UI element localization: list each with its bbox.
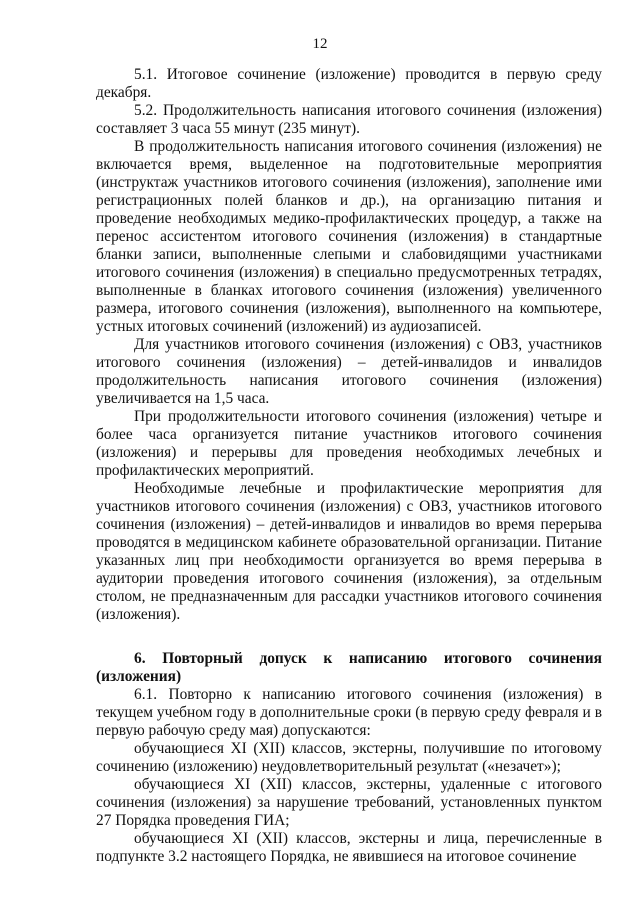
- list-item-unsatisfactory-result: обучающиеся XI (XII) классов, экстерны, получившие по итоговому сочинению (изложению) неудовлетворительный результат («незачет»);: [96, 740, 602, 775]
- page-number: 12: [312, 36, 328, 52]
- section-6-heading: 6. Повторный допуск к написанию итогового сочинения (изложения): [96, 650, 602, 685]
- list-item-absent-participants: обучающиеся XI (XII) классов, экстерны и лица, перечисленные в подпункте 3.2 настоящего Порядка, не явившиеся на итоговое сочинение: [96, 830, 602, 865]
- paragraph-6-1: 6.1. Повторно к написанию итогового сочинения (изложения) в текущем учебном году в дополнительные сроки (в первую среду февраля и в первую рабочую среду мая) допускаются:: [96, 686, 602, 739]
- document-body: [96, 66, 602, 866]
- paragraph-medical-measures: Необходимые лечебные и профилактические мероприятия для участников итогового сочинения (изложения) с ОВЗ, участников итогового сочинения (изложения) – детей-инвалидов и инвалидов во время перерыва проводятся в медицинском кабинете образовательной организации. Питание указанных лиц при необходимости организуется во время перерыва в аудитории проведения итогового сочинения (изложения), за отдельным столом, не предназначенным для рассадки участников итогового сочинения (изложения).: [96, 480, 602, 623]
- paragraph-5-2: 5.2. Продолжительность написания итогового сочинения (изложения) составляет 3 часа 55 минут (235 минут).: [96, 102, 602, 137]
- paragraph-duration-exclusions: В продолжительность написания итогового сочинения (изложения) не включается время, выделенное на подготовительные мероприятия (инструктаж участников итогового сочинения (изложения), заполнение ими регистрационных полей бланков и др.), на организацию питания и проведение необходимых медико-профилактических процедур, а также на перенос ассистентом итогового сочинения (изложения) в стандартные бланки записи, выполненные слепыми и слабовидящими участниками итогового сочинения (изложения) в специально предусмотренных тетрадях, выполненные в бланках итогового сочинения (изложения) увеличенного размера, итогового сочинения (изложения), выполненного на компьютере, устных итоговых сочинений (изложений) из аудиозаписей.: [96, 138, 602, 335]
- list-item-removed-participants: обучающиеся XI (XII) классов, экстерны, удаленные с итогового сочинения (изложения) за нарушение требований, установленных пунктом 27 Порядка проведения ГИА;: [96, 776, 602, 829]
- paragraph-duration-extension: Для участников итогового сочинения (изложения) с ОВЗ, участников итогового сочинения (изложения) – детей-инвалидов и инвалидов продолжительность написания итогового сочинения (изложения) увеличивается на 1,5 часа.: [96, 336, 602, 407]
- paragraph-5-1: 5.1. Итоговое сочинение (изложение) проводится в первую среду декабря.: [96, 66, 602, 101]
- paragraph-meals-breaks: При продолжительности итогового сочинения (изложения) четыре и более часа организуется питание участников итогового сочинения (изложения) и перерывы для проведения необходимых лечебных и профилактических мероприятий.: [96, 408, 602, 479]
